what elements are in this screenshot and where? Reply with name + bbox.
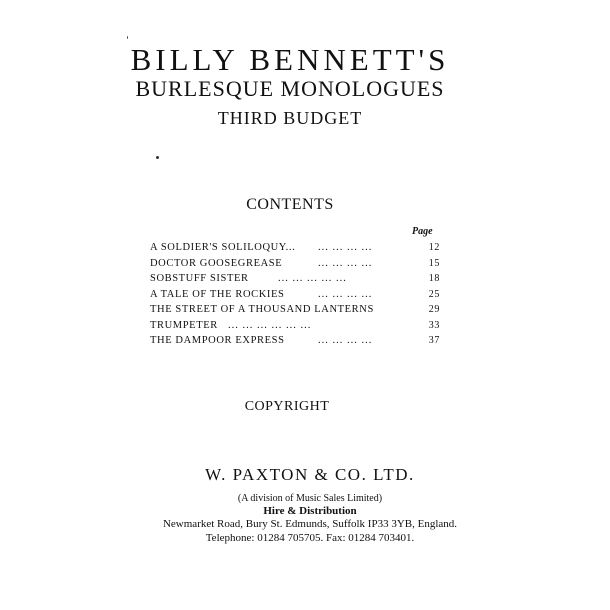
contents-item [150,335,440,351]
contents-item-title: TRUMPETER [150,319,218,331]
page-column-label: Page [412,226,433,237]
copyright-notice: COPYRIGHT [244,399,330,414]
contents-item [150,242,440,258]
contents-item-title: SOBSTUFF SISTER [150,273,249,284]
contents-item-title: DOCTOR GOOSEGREASE [150,257,283,269]
leader-dots: ... ... ... ... [318,242,373,253]
contents-item-page: 25 [428,288,440,300]
publisher-name: W. PAXTON & CO. LTD. [205,465,415,484]
leader-dots: ... ... ... ... ... ... [228,319,312,331]
contents-item-title: A TALE OF THE ROCKIES [150,288,285,300]
contents-item-title: THE STREET OF A THOUSAND LANTERNS [150,304,374,315]
contents-item-title: THE DAMPOOR EXPRESS [150,335,285,346]
publisher-division: (A division of Music Sales Limited) [237,493,383,504]
contents-item-page: 15 [428,257,440,269]
contents-item [150,304,440,320]
title-line-1: BILLY BENNETT'S [130,42,450,77]
publisher-phone: Telephone: 01284 705705. Fax: 01284 703401. [205,532,415,544]
contents-item-page: 29 [428,304,440,315]
publisher-hire: Hire & Distribution [263,505,357,517]
contents-heading: CONTENTS [246,196,334,213]
leader-dots: ... ... ... ... [318,288,373,300]
print-speck [156,156,159,159]
title-line-3: THIRD BUDGET [217,108,363,128]
contents-item-page: 12 [428,242,440,253]
leader-dots: ... ... ... ... [318,335,373,346]
print-speck [127,36,128,39]
contents-list [150,242,440,351]
leader-dots: ... ... ... ... ... [278,273,347,284]
leader-dots: ... ... ... ... [318,257,373,269]
contents-item-page: 37 [428,335,440,346]
contents-item [150,289,440,305]
contents-item [150,273,440,289]
contents-item-title: A SOLDIER'S SOLILOQUY... [150,242,296,253]
contents-item-page: 18 [428,273,440,284]
contents-item [150,320,440,336]
title-line-2: BURLESQUE MONOLOGUES [135,76,445,101]
contents-item-page: 33 [428,319,440,331]
publisher-address: Newmarket Road, Bury St. Edmunds, Suffolk IP33 3YB, England. [162,518,458,530]
contents-item [150,258,440,274]
